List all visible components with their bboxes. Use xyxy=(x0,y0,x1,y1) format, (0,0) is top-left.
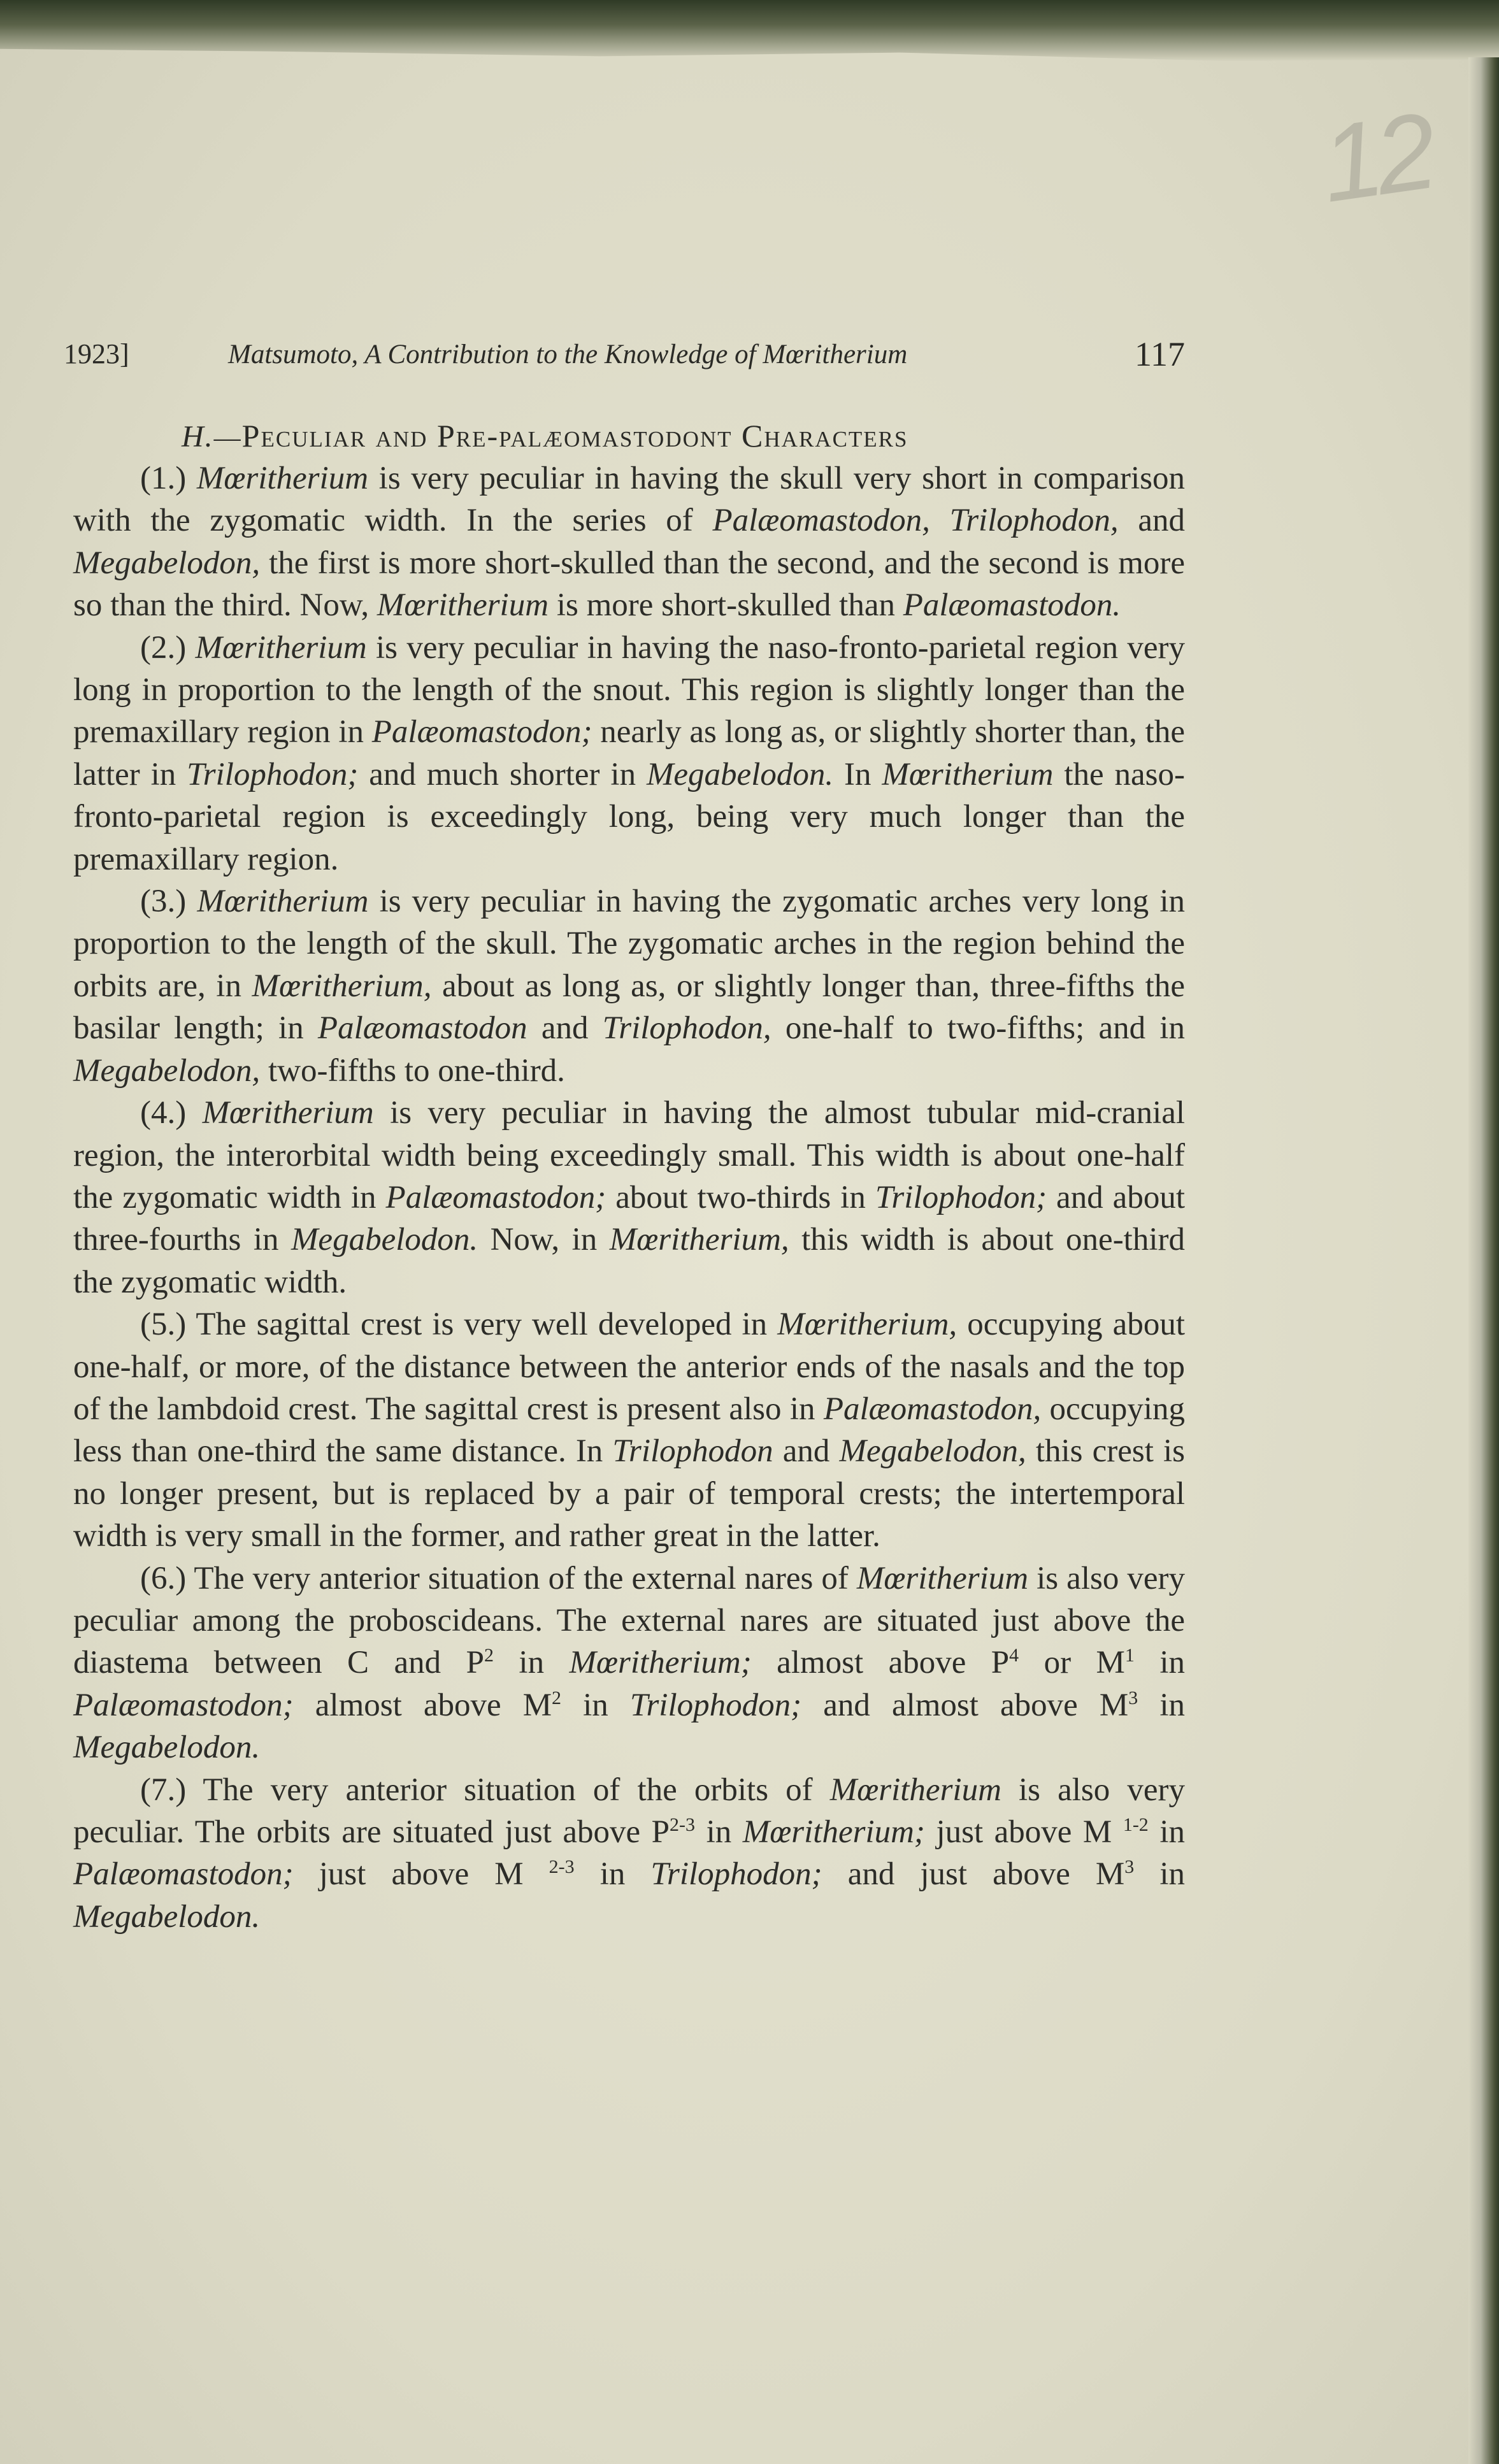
paragraph-number: (2.) xyxy=(140,629,187,666)
section-letter: H. xyxy=(182,420,214,454)
text-run: nearly as long as, or slightly shorter than, the latter in xyxy=(73,714,1185,792)
text-run: The very anterior situation of the external nares of xyxy=(186,1560,857,1596)
taxon-name: Megabelodon, xyxy=(73,1052,261,1089)
taxon-name: Mœritherium xyxy=(829,1772,1001,1808)
text-run: the naso-fronto-parietal region is exceedingly long, being very much longer than the premaxillary region. xyxy=(73,756,1186,877)
paragraph-number: (1.) xyxy=(140,461,187,496)
taxon-name: Mœritherium xyxy=(377,587,549,624)
text-run: almost above M xyxy=(293,1687,552,1723)
text-run: and much shorter in xyxy=(358,756,647,792)
taxon-name: Trilophodon; xyxy=(650,1856,822,1893)
superscript: 2-3 xyxy=(670,1814,696,1835)
section-title: Peculiar and Pre-palæomastodont Characters xyxy=(241,418,908,454)
text-run: just above M xyxy=(293,1856,549,1893)
taxon-name: Palæomastodon; xyxy=(73,1856,294,1893)
taxon-name: Trilophodon; xyxy=(187,756,359,792)
text-run: The sagittal crest is very well developed in xyxy=(186,1307,778,1343)
header-year: 1923] xyxy=(64,338,129,369)
taxon-name: Trilophodon; xyxy=(629,1687,802,1723)
paragraph-number: (7.) xyxy=(140,1772,187,1808)
paragraph xyxy=(73,457,1185,627)
paragraph xyxy=(73,1769,1185,1938)
text-run: this crest is no longer present, but is replaced by a pair of temporal crests; the intertemporal width is very small in the former, and rather great in the latter. xyxy=(73,1433,1186,1554)
taxon-name: Trilophodon xyxy=(612,1433,773,1470)
text-run: in xyxy=(695,1814,743,1850)
header-running-title: Matsumoto, A Contribution to the Knowledge of Mœritherium xyxy=(228,340,908,369)
text-run xyxy=(186,461,197,496)
superscript: 3 xyxy=(1124,1856,1135,1878)
text-run: is very peculiar in having the naso-fronto-parietal region very long in proportion to the length of the snout. This region is slightly longer than the premaxillary region in xyxy=(73,629,1186,750)
text-run: two-fifths to one-third. xyxy=(260,1052,565,1089)
paragraph-number: (3.) xyxy=(140,884,187,920)
taxon-name: Palæomastodon, Trilophodon, xyxy=(712,503,1119,539)
taxon-name: Megabelodon. xyxy=(290,1222,478,1258)
text-run: in xyxy=(1138,1687,1186,1723)
text-run: in xyxy=(493,1645,570,1681)
taxon-name: Mœritherium, xyxy=(609,1222,789,1258)
text-run: or M xyxy=(1019,1645,1125,1681)
text-run: occupying about one-half, or more, of the distance between the anterior ends of the nasals and the top of the lambdoid crest. The sagittal crest is present also in xyxy=(73,1307,1185,1427)
text-run: Now, in xyxy=(478,1222,610,1258)
taxon-name: Mœritherium, xyxy=(252,968,432,1004)
taxon-name: Mœritherium; xyxy=(569,1645,752,1681)
text-run: and xyxy=(773,1433,840,1470)
text-run: is very peculiar in having the zygomatic arches very long in proportion to the length of the skull. The zygomatic arches in the region behind the orbits are, in xyxy=(73,884,1186,1004)
text-run: and xyxy=(1118,503,1185,539)
taxon-name: Trilophodon, xyxy=(602,1010,771,1047)
text-run: In xyxy=(833,756,882,792)
superscript: 4 xyxy=(1009,1645,1019,1666)
article-body xyxy=(73,457,1185,1938)
text-run: is also very peculiar among the proboscideans. The external nares are situated just above the diastema between C and P xyxy=(73,1560,1185,1681)
paragraph-number: (5.) xyxy=(140,1307,187,1343)
text-run: in xyxy=(1134,1856,1185,1893)
taxon-name: Palæomastodon, xyxy=(823,1391,1042,1427)
taxon-name: Megabelodon. xyxy=(646,756,834,792)
text-run: occupying less than one-third the same distance. In xyxy=(73,1391,1185,1470)
section-heading xyxy=(182,417,908,454)
superscript: 2-3 xyxy=(549,1856,575,1878)
superscript: 2 xyxy=(552,1687,562,1708)
superscript: 1 xyxy=(1124,1645,1135,1666)
text-run: about as long as, or slightly longer than, three-fifths the basilar length; in xyxy=(73,968,1185,1047)
text-run xyxy=(186,1095,202,1131)
text-run: just above M xyxy=(924,1814,1123,1850)
text-run: and about three-fourths in xyxy=(73,1179,1185,1258)
paragraph xyxy=(73,1558,1185,1769)
text-run: is more short-skulled than xyxy=(549,587,903,624)
text-run: and xyxy=(527,1010,603,1047)
taxon-name: Mœritherium xyxy=(202,1095,374,1131)
taxon-name: Mœritherium xyxy=(882,756,1054,792)
taxon-name: Mœritherium xyxy=(197,884,369,920)
paragraph xyxy=(73,627,1185,880)
text-run: one-half to two-fifths; and in xyxy=(771,1010,1185,1047)
superscript: 2 xyxy=(484,1645,494,1666)
taxon-name: Megabelodon, xyxy=(73,545,261,581)
text-run xyxy=(186,884,197,919)
paragraph xyxy=(73,880,1185,1092)
text-run: almost above P xyxy=(751,1645,1010,1681)
text-run: the first is more short-skulled than the second, and the second is more so than the third. Now, xyxy=(73,545,1185,624)
text-run: and almost above M xyxy=(801,1687,1129,1723)
taxon-name: Megabelodon. xyxy=(73,1898,261,1935)
taxon-name: Trilophodon; xyxy=(875,1179,1047,1215)
text-run: The very anterior situation of the orbits of xyxy=(186,1772,830,1808)
text-run: is very peculiar in having the almost tubular mid-cranial region, the interorbital width being exceedingly small. This width is about one-half the zygomatic width in xyxy=(73,1095,1186,1215)
paragraph xyxy=(73,1303,1185,1557)
taxon-name: Mœritherium; xyxy=(742,1814,925,1850)
superscript: 3 xyxy=(1128,1687,1138,1708)
pencil-page-mark: 12 xyxy=(1314,90,1438,226)
text-run: this width is about one-third the zygomatic width. xyxy=(73,1222,1186,1300)
taxon-name: Palæomastodon; xyxy=(385,1179,606,1215)
text-run: in xyxy=(574,1856,651,1893)
taxon-name: Palæomastodon; xyxy=(73,1687,294,1723)
taxon-name: Mœritherium xyxy=(195,629,367,666)
taxon-name: Mœritherium, xyxy=(777,1307,957,1343)
text-run: in xyxy=(1148,1814,1186,1850)
running-header xyxy=(64,334,1185,379)
paragraph-number: (6.) xyxy=(140,1560,187,1596)
taxon-name: Megabelodon. xyxy=(73,1730,261,1766)
text-run: in xyxy=(1134,1645,1185,1681)
text-run xyxy=(186,630,195,666)
text-run: is very peculiar in having the skull very short in comparison with the zygomatic width. In the series of xyxy=(73,461,1185,539)
taxon-name: Palæomastodon; xyxy=(371,714,592,750)
paragraph-number: (4.) xyxy=(140,1095,187,1131)
taxon-name: Mœritherium xyxy=(196,461,369,496)
taxon-name: Mœritherium xyxy=(856,1560,1029,1596)
taxon-name: Megabelodon, xyxy=(839,1433,1026,1470)
page-right-edge xyxy=(1468,57,1499,2464)
text-run: is also very peculiar. The orbits are situated just above P xyxy=(73,1772,1185,1850)
superscript: 1-2 xyxy=(1122,1814,1149,1835)
text-run: about two-thirds in xyxy=(606,1179,875,1215)
section-dash: — xyxy=(213,424,242,453)
taxon-name: Palæomastodon xyxy=(317,1010,527,1047)
taxon-name: Palæomastodon. xyxy=(903,587,1121,624)
header-page-number: 117 xyxy=(1135,335,1185,373)
text-run: in xyxy=(561,1687,630,1723)
text-run: and just above M xyxy=(822,1856,1125,1893)
paragraph xyxy=(73,1092,1185,1303)
